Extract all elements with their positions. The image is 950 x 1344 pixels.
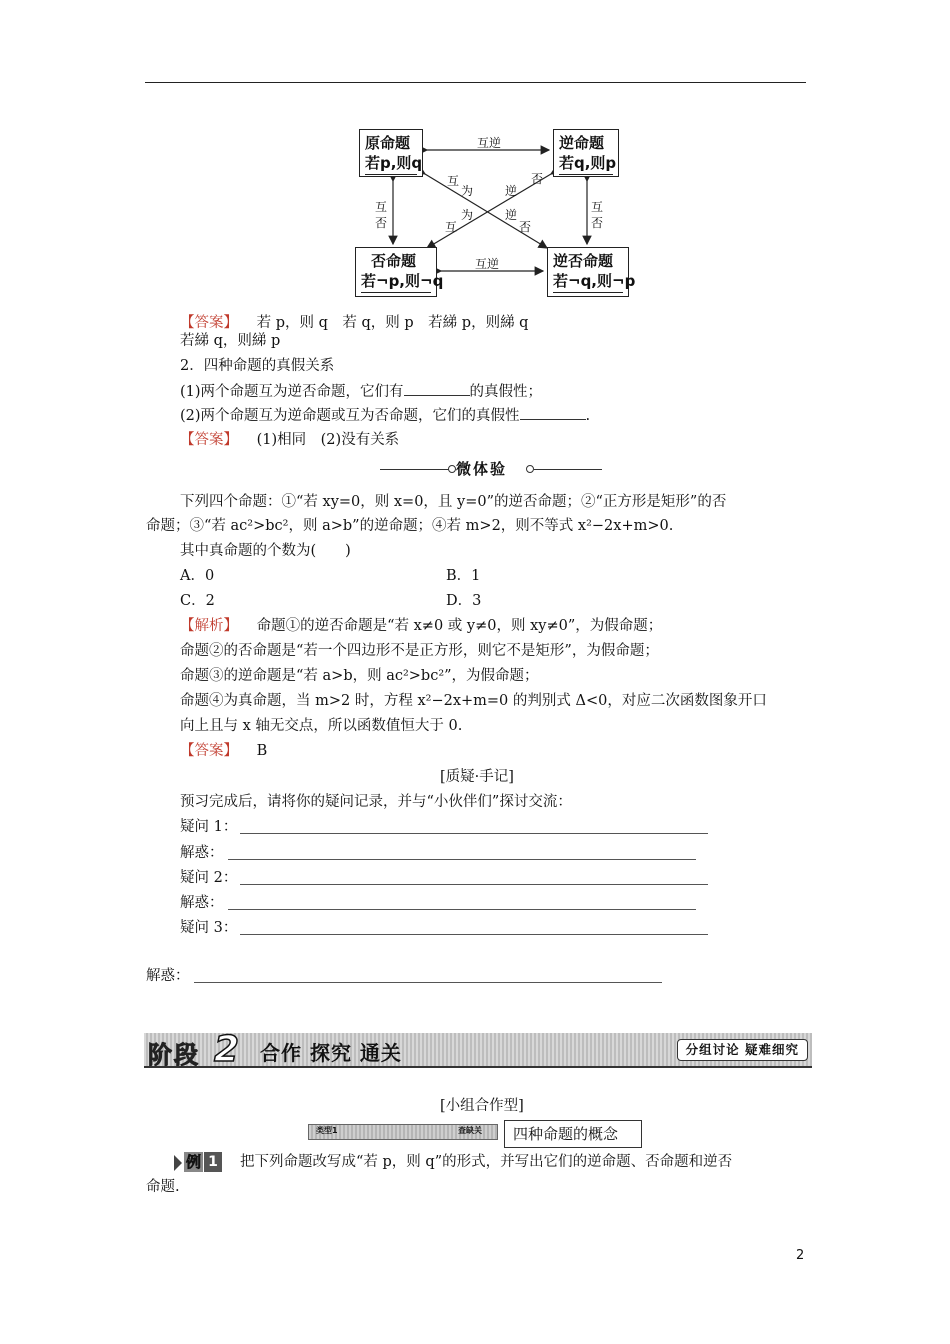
example-line-2: 命题. [146,1179,180,1195]
notes-title: [质疑·手记] [440,769,514,785]
question-line-3: 其中真命题的个数为( ) [180,543,351,559]
type-title: 四种命题的概念 [504,1120,642,1148]
blank-2 [520,405,586,420]
example-arrow-icon [174,1155,182,1171]
page-number: 2 [796,1248,805,1263]
option-b: B．1 [446,568,481,584]
diag1-label-1: 互 [447,174,460,188]
analysis-line-3: 命题③的逆命题是“若 a>b，则 ac²>bc²”，为假命题； [180,668,539,684]
left-edge-label-1: 互 [375,200,388,214]
four-propositions-diagram [355,126,635,302]
analysis-line-4: 命题④为真命题，当 m>2 时，方程 x²−2x+m=0 的判别式 Δ<0，对应二次函数图象开口 [180,693,767,709]
diag1-label-2: 为 [461,184,474,198]
answer-label: 【答案】 [180,432,238,448]
answer-3-line[interactable] [194,982,662,983]
answer-3-text: B [256,743,268,759]
heading-line-left [380,469,450,470]
doubt-1-label: 疑问 1： [180,819,238,835]
option-d: D．3 [446,593,482,609]
inverse-title: 否命题 [371,252,417,270]
type-mid-label: 查缺关 [458,1126,482,1135]
right-edge-label-1: 互 [591,200,604,214]
item-2-title: 2．四种命题的真假关系 [180,358,335,374]
example-badge [174,1152,224,1172]
answer-2 [180,430,399,450]
micro-experience-title: 微体验 [456,460,508,478]
banner-stage-number: 2 [214,1029,240,1070]
banner-title: 合作 探究 通关 [260,1041,402,1065]
banner-underline [144,1066,812,1068]
inverse-proposition-box [355,247,444,297]
contrapositive-proposition-box [547,247,636,297]
left-edge-label-2: 否 [375,216,388,230]
item-2-1-tail: 的真假性； [469,384,543,400]
doubt-3-line[interactable] [240,934,708,935]
answer-1-label: 解惑： [180,845,224,861]
banner-tag: 分组讨论 疑难细究 [677,1039,808,1061]
answer-3 [180,741,267,761]
heading-dot-left [448,465,456,473]
diag2-label-1: 否 [531,172,544,186]
question-line-1: 下列四个命题：①“若 xy=0，则 x=0，且 y=0”的逆否命题；②“正方形是矩形”的否 [180,494,727,510]
analysis-line-5: 向上且与 x 轴无交点，所以函数值恒大于 0. [180,718,463,734]
diag1-label-3: 逆 [505,208,518,222]
answer-label: 【答案】 [180,743,238,759]
converse-title: 逆命题 [559,134,605,152]
top-edge-label: 互逆 [477,136,502,150]
banner-stage-label: 阶段 [148,1041,200,1069]
item-2-1-text: (1)两个命题互为逆否命题，它们有 [180,384,404,400]
item-2-2-tail: . [585,408,591,424]
contrapositive-condition: 若¬q,则¬p [553,271,623,293]
answer-2-label: 解惑： [180,895,224,911]
original-condition: 若p,则q [365,153,417,175]
header-rule [145,82,806,83]
answer-label: 【答案】 [180,315,238,331]
answer-2-line[interactable] [228,909,696,910]
answer-2-text: (1)相同 (2)没有关系 [256,432,400,448]
heading-line-right [534,469,602,470]
analysis-line-2: 命题②的否命题是“若一个四边形不是正方形，则它不是矩形”，为假命题； [180,643,659,659]
bottom-edge-label: 互逆 [475,257,500,271]
diag1-label-4: 否 [519,220,532,234]
diag2-label-2: 逆 [505,184,518,198]
example-label: 例 [186,1153,202,1171]
answer-3-label: 解惑： [146,968,190,984]
question-line-2: 命题；③“若 ac²>bc²，则 a>b”的逆命题；④若 m>2，则不等式 x²−2x+m>0. [146,518,674,534]
analysis-line-1-text: 命题①的逆否命题是“若 x≠0 或 y≠0，则 xy≠0”，为假命题； [256,618,663,634]
doubt-2-line[interactable] [240,884,708,885]
analysis-label: 【解析】 [180,618,238,634]
answer-1-text: 若 p，则 q 若 q，则 p 若綈 p，则綈 q [256,315,529,331]
type-bar [308,1120,642,1148]
original-title: 原命题 [365,134,411,152]
example-line-1: 把下列命题改写成“若 p，则 q”的形式，并写出它们的逆命题、否命题和逆否 [240,1154,733,1170]
converse-condition: 若q,则p [559,153,613,175]
analysis-line-1 [180,616,662,636]
item-2-2 [180,405,590,426]
answer-1 [180,313,528,333]
contrapositive-title: 逆否命题 [553,252,614,270]
example-number: 1 [204,1152,222,1172]
blank-1 [404,381,470,396]
item-2-1 [180,381,542,402]
doubt-1-line[interactable] [240,833,708,834]
option-a: A．0 [180,568,215,584]
notes-intro: 预习完成后，请将你的疑问记录，并与“小伙伴们”探讨交流： [180,794,572,810]
answer-1-line-2: 若綈 q，则綈 p [180,333,281,349]
stage-banner [144,1029,812,1070]
type-label: 类型1 [316,1126,338,1135]
group-title: [小组合作型] [440,1098,524,1114]
inverse-condition: 若¬p,则¬q [361,271,431,293]
diag2-label-4: 互 [445,220,458,234]
converse-proposition-box [553,129,619,177]
right-edge-label-2: 否 [591,216,604,230]
original-proposition-box [359,129,423,177]
item-2-2-text: (2)两个命题互为逆命题或互为否命题，它们的真假性 [180,408,520,424]
answer-1-line[interactable] [228,859,696,860]
doubt-2-label: 疑问 2： [180,870,238,886]
heading-dot-right [526,465,534,473]
doubt-3-label: 疑问 3： [180,920,238,936]
diag2-label-3: 为 [461,208,474,222]
option-c: C．2 [180,593,215,609]
micro-experience-heading [380,458,602,480]
